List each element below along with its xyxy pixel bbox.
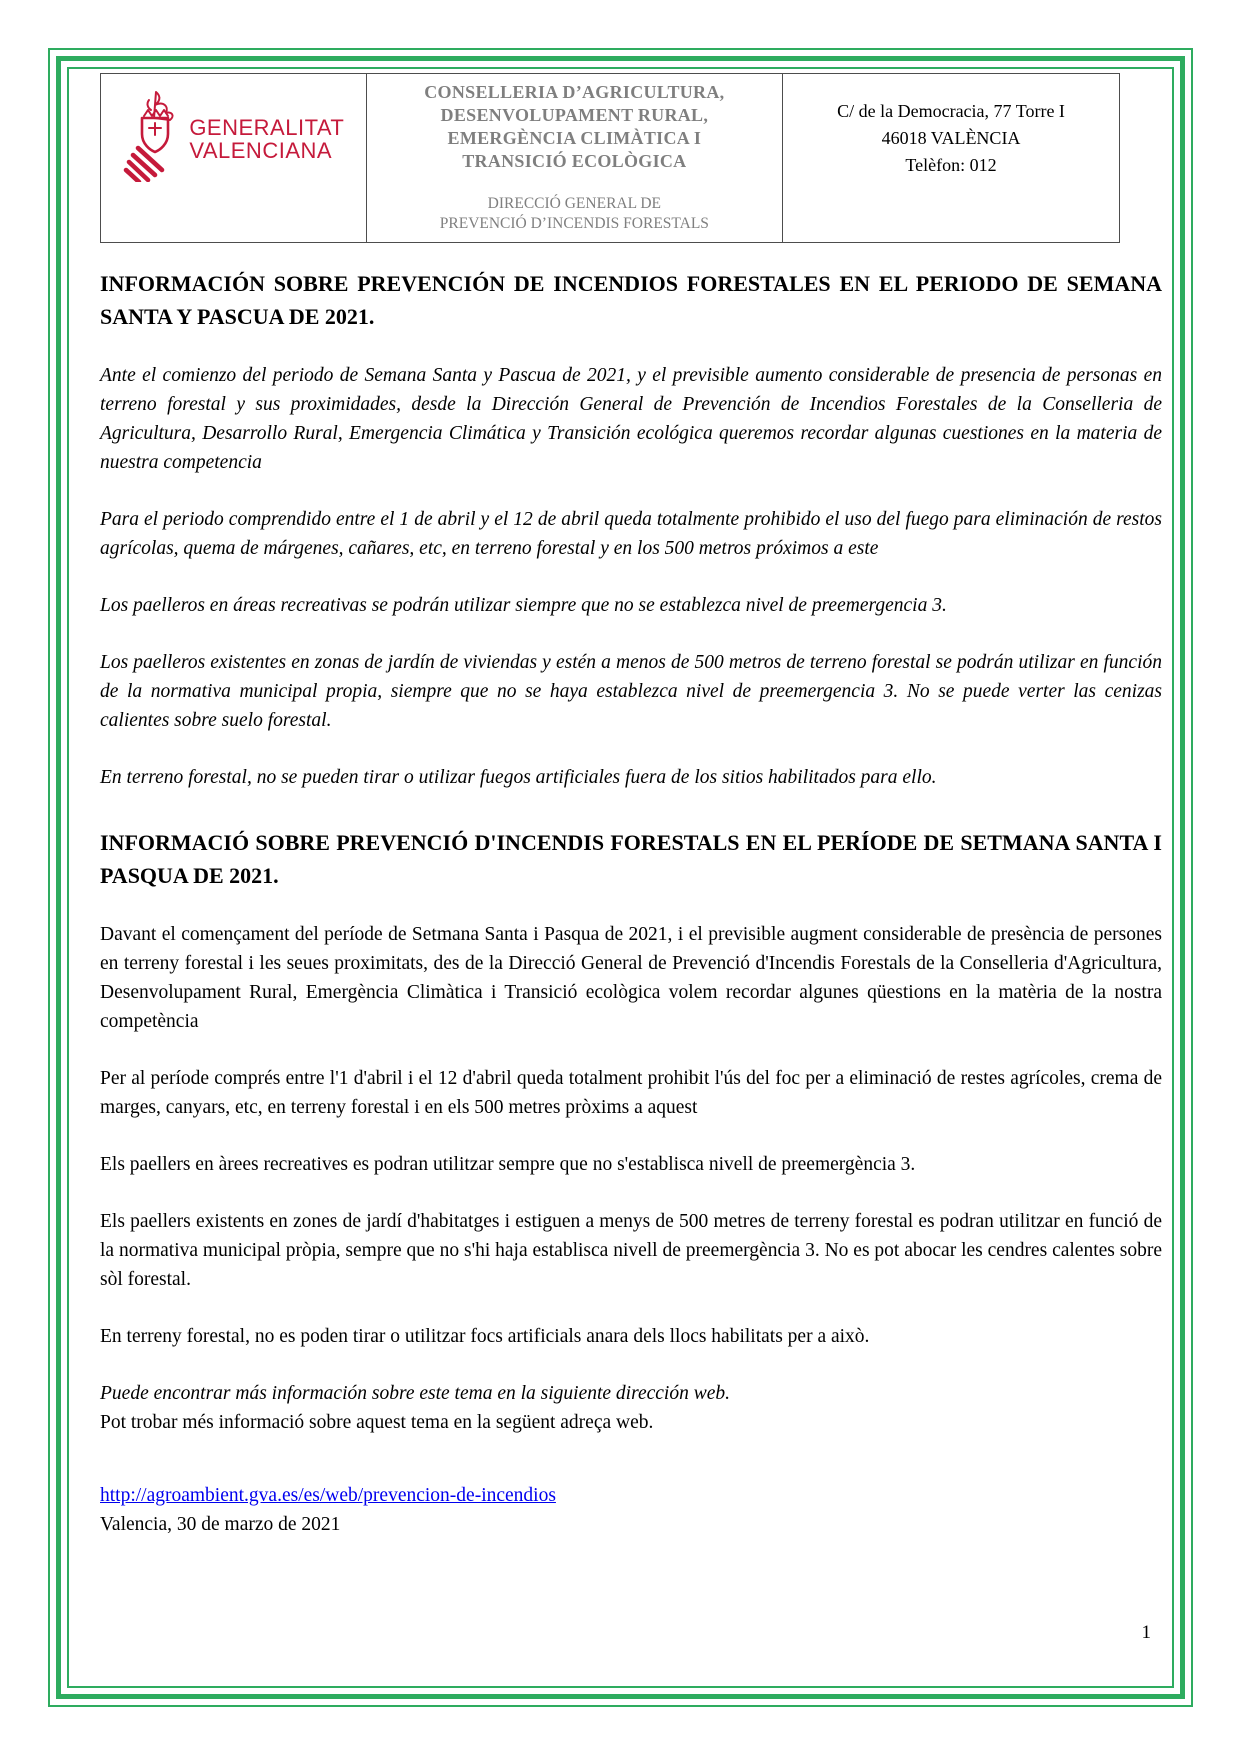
conselleria-name (377, 81, 772, 173)
direccio-line: PREVENCIÓ D’INCENDIS FORESTALS (439, 215, 709, 232)
more-info-es: Puede encontrar más información sobre este tema en la siguiente dirección web. (100, 1383, 731, 1404)
conselleria-line: TRANSICIÓ ECOLÒGICA (462, 151, 687, 171)
paragraph-es-3: Los paelleros en áreas recreativas se podrán utilizar siempre que no se establezca nivel de preemergencia 3. (100, 595, 947, 616)
title-va: INFORMACIÓ SOBRE PREVENCIÓ D'INCENDIS FORESTALS EN EL PERÍODE DE SETMANA SANTA I PASQUA DE 2021. (100, 830, 1162, 888)
address-phone: Telèfon: 012 (905, 155, 997, 175)
paragraph-es-5: En terreno forestal, no se pueden tirar o utilizar fuegos artificiales fuera de los sitios habilitados para ello. (100, 767, 937, 788)
department-cell (366, 74, 783, 242)
paragraph-va-4: Els paellers existents en zones de jardí d'habitatges i estiguen a menys de 500 metres de terreny forestal es podran utilitzar en funció de la normativa municipal pròpia, sempre que no s'hi haja establisca nivell de preemergència 3. No es pot abocar les cendres calentes sobre sòl forestal. (100, 1211, 1162, 1290)
logo-line2: VALENCIANA (189, 138, 333, 163)
address-city: 46018 VALÈNCIA (881, 128, 1021, 148)
more-info-block (100, 1379, 1162, 1437)
more-info-va: Pot trobar més informació sobre aquest tema en la següent adreça web. (100, 1412, 654, 1433)
paragraph-es-4: Los paelleros existentes en zonas de jardín de viviendas y estén a menos de 500 metros de terreno forestal se podrán utilizar en función de la normativa municipal propia, siempre que no se haya establezca nivel de preemergencia 3. No se puede verter las cenizas calientes sobre suelo forestal. (100, 652, 1162, 731)
address-cell (783, 74, 1119, 242)
address-street: C/ de la Democracia, 77 Torre I (837, 101, 1065, 121)
logo-line1: GENERALITAT (189, 115, 345, 140)
conselleria-line: EMERGÈNCIA CLIMÀTICA I (447, 128, 702, 148)
paragraph-es-2: Para el periodo comprendido entre el 1 de abril y el 12 de abril queda totalmente prohibido el uso del fuego para eliminación de restos agrícolas, quema de márgenes, cañares, etc, en terreno forestal y en los 500 metros próximos a este (100, 509, 1162, 559)
letterhead (100, 73, 1120, 243)
paragraph-va-1: Davant el començament del període de Setmana Santa i Pasqua de 2021, i el previsible augment considerable de presència de persones en terreny forestal i les seues proximitats, des de la Direcció General de Prevenció d'Incendis Forestals de la Conselleria d'Agricultura, Desenvolupament Rural, Emergència Climàtica i Transició ecològica volem recordar algunes qüestions en la matèria de la nostra competència (100, 924, 1162, 1032)
dateline: Valencia, 30 de marzo de 2021 (100, 1514, 341, 1535)
paragraph-es-1: Ante el comienzo del periodo de Semana Santa y Pascua de 2021, y el previsible aumento considerable de presencia de personas en terreno forestal y sus proximidades, desde la Dirección General de Prevención de Incendios Forestales de la Conselleria de Agricultura, Desarrollo Rural, Emergencia Climática y Transición ecológica queremos recordar algunas cuestiones en la materia de nuestra competencia (100, 365, 1162, 473)
conselleria-line: DESENVOLUPAMENT RURAL, (440, 105, 709, 125)
paragraph-va-3: Els paellers en àrees recreatives es podran utilitzar sempre que no s'establisca nivell de preemergència 3. (100, 1154, 916, 1175)
page-number: 1 (1141, 1622, 1151, 1643)
direccio-line: DIRECCIÓ GENERAL DE (487, 195, 662, 212)
generalitat-valenciana-emblem-icon (122, 90, 180, 182)
logo-cell (101, 74, 366, 242)
paragraph-va-5: En terreny forestal, no es poden tirar o utilitzar focs artificials anara dels llocs habilitats per a això. (100, 1326, 870, 1347)
logo-wordmark (189, 116, 344, 162)
direccio-general-name (377, 194, 772, 234)
paragraph-va-2: Per al període comprés entre l'1 d'abril i el 12 d'abril queda totalment prohibit l'ús del foc per a eliminació de restes agrícoles, crema de marges, canyars, etc, en terreny forestal i en els 500 metres pròxims a aquest (100, 1068, 1162, 1118)
title-es: INFORMACIÓN SOBRE PREVENCIÓN DE INCENDIOS FORESTALES EN EL PERIODO DE SEMANA SANTA Y PASCUA DE 2021. (100, 271, 1162, 329)
document-content (100, 73, 1162, 1539)
prevention-info-link[interactable]: http://agroambient.gva.es/es/web/prevencion-de-incendios (100, 1485, 556, 1506)
link-block (100, 1481, 1162, 1539)
conselleria-line: CONSELLERIA D’AGRICULTURA, (424, 82, 725, 102)
